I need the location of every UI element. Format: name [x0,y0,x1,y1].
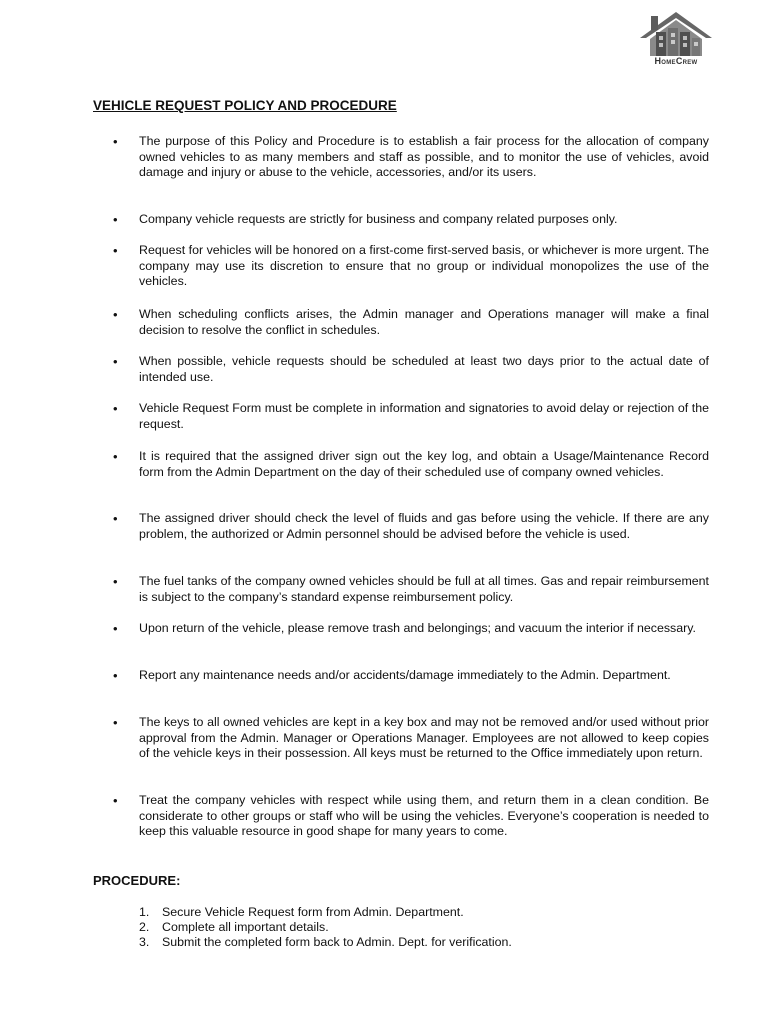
bullet-icon: • [113,243,118,258]
policy-item-text: The assigned driver should check the level of fluids and gas before using the vehicle. If there are any problem, the authorized or Admin personnel should be advised before the vehicle is used. [139,511,709,541]
policy-item-text: Report any maintenance needs and/or accidents/damage immediately to the Admin. Department. [139,668,671,682]
policy-item-text: Company vehicle requests are strictly for business and company related purposes only. [139,212,618,226]
step-text: Complete all important details. [162,920,329,934]
bullet-icon: • [113,621,118,636]
step-number: 3. [139,935,150,949]
bullet-icon: • [113,449,118,464]
bullet-icon: • [113,574,118,589]
bullet-icon: • [113,668,118,683]
bullet-icon: • [113,793,118,808]
logo-wordmark: HomeCrew [654,56,698,66]
procedure-step [139,905,699,920]
bullet-icon: • [113,354,118,369]
bullet-icon: • [113,511,118,526]
procedure-heading: PROCEDURE: [93,873,181,888]
policy-item-text: When possible, vehicle requests should be scheduled at least two days prior to the actual date of intended use. [139,354,709,384]
step-text: Secure Vehicle Request form from Admin. Department. [162,905,464,919]
policy-item-text: The fuel tanks of the company owned vehicles should be full at all times. Gas and repair reimbursement is subject to the company’s standard expense reimbursement policy. [139,574,709,604]
procedure-step [139,920,699,935]
step-text: Submit the completed form back to Admin. Dept. for verification. [162,935,512,949]
policy-item-text: The keys to all owned vehicles are kept in a key box and may not be removed and/or used without prior approval from the Admin. Manager or Operations Manager. Employees are not allowed to keep copies of the vehicle keys in their possession. All keys must be returned to the Office immediately upon return. [139,715,709,760]
procedure-step [139,935,699,950]
policy-item-text: Request for vehicles will be honored on a first-come first-served basis, or whichever is more urgent. The company may use its discretion to ensure that no group or individual monopolizes the use of the vehicles. [139,243,709,288]
bullet-icon: • [113,212,118,227]
bullet-icon: • [113,134,118,149]
house-logo-icon [638,10,714,58]
policy-item-text: Upon return of the vehicle, please remove trash and belongings; and vacuum the interior if necessary. [139,621,696,635]
policy-item-text: Treat the company vehicles with respect while using them, and return them in a clean condition. Be considerate to other groups or staff who will be using the vehicles. Everyone’s cooperation is needed to keep this valuable resource in good shape for many years to come. [139,793,709,838]
company-logo [638,10,714,70]
policy-item-text: The purpose of this Policy and Procedure is to establish a fair process for the allocation of company owned vehicles to as many members and staff as possible, and to monitor the use of vehicles, avoid damage and injury or abuse to the vehicle, accessories, and/or its users. [139,134,709,179]
policy-item-text: Vehicle Request Form must be complete in information and signatories to avoid delay or rejection of the request. [139,401,709,431]
policy-item-text: It is required that the assigned driver sign out the key log, and obtain a Usage/Maintenance Record form from the Admin Department on the day of their scheduled use of company owned vehicles. [139,449,709,479]
bullet-icon: • [113,401,118,416]
bullet-icon: • [113,715,118,730]
document-title: VEHICLE REQUEST POLICY AND PROCEDURE [93,98,397,113]
policy-item-text: When scheduling conflicts arises, the Admin manager and Operations manager will make a final decision to resolve the conflict in schedules. [139,307,709,337]
bullet-icon: • [113,307,118,322]
step-number: 1. [139,905,150,919]
step-number: 2. [139,920,150,934]
